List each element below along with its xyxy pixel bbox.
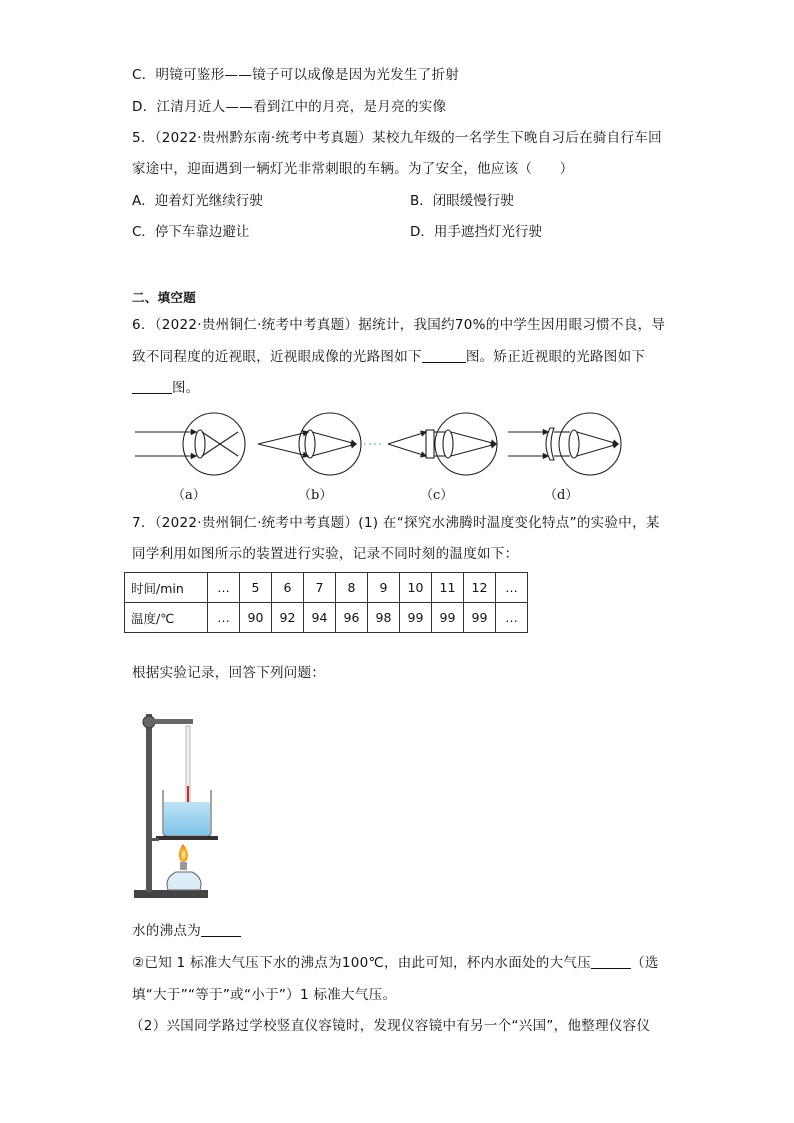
alcohol-lamp: [167, 872, 201, 890]
sub2-text-b: （选: [631, 955, 659, 971]
eye-diagram-d: [508, 413, 621, 475]
stand-rod: [146, 714, 152, 892]
q7-stem-line2: 同学利用如图所示的装置进行实验，记录不同时刻的温度如下：: [132, 546, 519, 562]
section-heading: 二、填空题: [132, 290, 197, 305]
q5-stem-line1: 5．（2022·贵州黔东南·统考中考真题）某校九年级的一名学生下晚自习后在骑自行车回: [132, 130, 662, 146]
eye-diagram-c: [388, 413, 497, 475]
table-cell: 6: [272, 573, 304, 603]
q4-option-d: D．江清月近人——看到江中的月亮，是月亮的实像: [132, 99, 447, 115]
table-cell: 96: [336, 603, 368, 633]
table-cell: 99: [464, 603, 496, 633]
table-row-temperature: [125, 603, 528, 633]
table-cell: …: [496, 603, 528, 633]
table-cell: 98: [368, 603, 400, 633]
temperature-table: [124, 572, 528, 633]
q6-stem-line1: 6．（2022·贵州铜仁·统考中考真题）据统计，我国约70%的中学生因用眼习惯不良，导: [132, 317, 666, 333]
table-row-time: [125, 573, 528, 603]
eye-diagrams: [130, 408, 630, 480]
table-cell: 7: [304, 573, 336, 603]
q6-stem-line2: [132, 348, 645, 366]
eye-diagram-a: [135, 413, 245, 475]
q5-option-c: C．停下车靠边避让: [132, 224, 250, 240]
q7-part2: （2）兴国同学路过学校竖直仪容镜时，发现仪容镜中有另一个“兴国”，他整理仪容仪: [130, 1018, 651, 1034]
boiling-point-label: 水的沸点为: [132, 923, 201, 939]
boiling-apparatus-figure: [134, 694, 224, 904]
table-cell: 90: [240, 603, 272, 633]
q6-blank-1[interactable]: [422, 348, 466, 363]
table-cell: 9: [368, 573, 400, 603]
caption-c: （c）: [420, 488, 454, 503]
q6-blank-2[interactable]: [132, 379, 172, 394]
flame: [179, 844, 188, 862]
q7-stem-line1: 7．（2022·贵州铜仁·统考中考真题）(1) 在“探究水沸腾时温度变化特点”的实验中，某: [132, 515, 660, 531]
q6-line2-text-b: 图。矫正近视眼的光路图如下: [465, 349, 646, 365]
row-header-time: 时间/min: [125, 573, 208, 603]
table-cell: 99: [432, 603, 464, 633]
clamp-arm: [149, 719, 193, 724]
table-cell: 94: [304, 603, 336, 633]
q7-sub2-line1: [132, 954, 659, 972]
q6-stem-line3: [132, 379, 200, 397]
caption-b: （b）: [298, 488, 333, 503]
q6-line2-text-a: 致不同程度的近视眼，近视眼成像的光路图如下: [132, 349, 422, 365]
q5-option-b: B．闭眼缓慢行驶: [410, 193, 514, 209]
table-cell: …: [496, 573, 528, 603]
q7-sub2-line2: 填“大于”“等于”或“小于”）1 标准大气压。: [132, 987, 397, 1003]
caption-a: （a）: [172, 488, 206, 503]
q7-after-table: 根据实验记录，回答下列问题：: [132, 665, 326, 681]
table-cell: 99: [400, 603, 432, 633]
table-cell: 92: [272, 603, 304, 633]
row-header-temperature: 温度/℃: [125, 603, 208, 633]
q5-stem-line2: 家途中，迎面遇到一辆灯光非常刺眼的车辆。为了安全，他应该（ ）: [132, 161, 574, 177]
table-cell: 8: [336, 573, 368, 603]
q5-option-a: A．迎着灯光继续行驶: [132, 193, 263, 209]
table-cell: …: [208, 603, 240, 633]
q7-boiling-point: [132, 922, 241, 940]
q6-line3-text: 图。: [172, 380, 200, 396]
pressure-blank[interactable]: [591, 954, 631, 969]
boiling-point-blank[interactable]: [201, 922, 241, 937]
table-cell: …: [208, 573, 240, 603]
q4-option-c: C．明镜可鉴形——镜子可以成像是因为光发生了折射: [132, 67, 460, 83]
table-cell: 11: [432, 573, 464, 603]
stand-base: [134, 890, 208, 898]
q5-option-d: D．用手遮挡灯光行驶: [410, 224, 542, 240]
table-cell: 10: [400, 573, 432, 603]
sub2-text-a: ②已知 1 标准大气压下水的沸点为100℃，由此可知，杯内水面处的大气压: [132, 955, 592, 971]
caption-d: （d）: [544, 488, 579, 503]
eye-diagram-b: [258, 413, 382, 475]
table-cell: 12: [464, 573, 496, 603]
table-cell: 5: [240, 573, 272, 603]
wire-gauze: [156, 836, 218, 840]
water: [164, 802, 210, 835]
